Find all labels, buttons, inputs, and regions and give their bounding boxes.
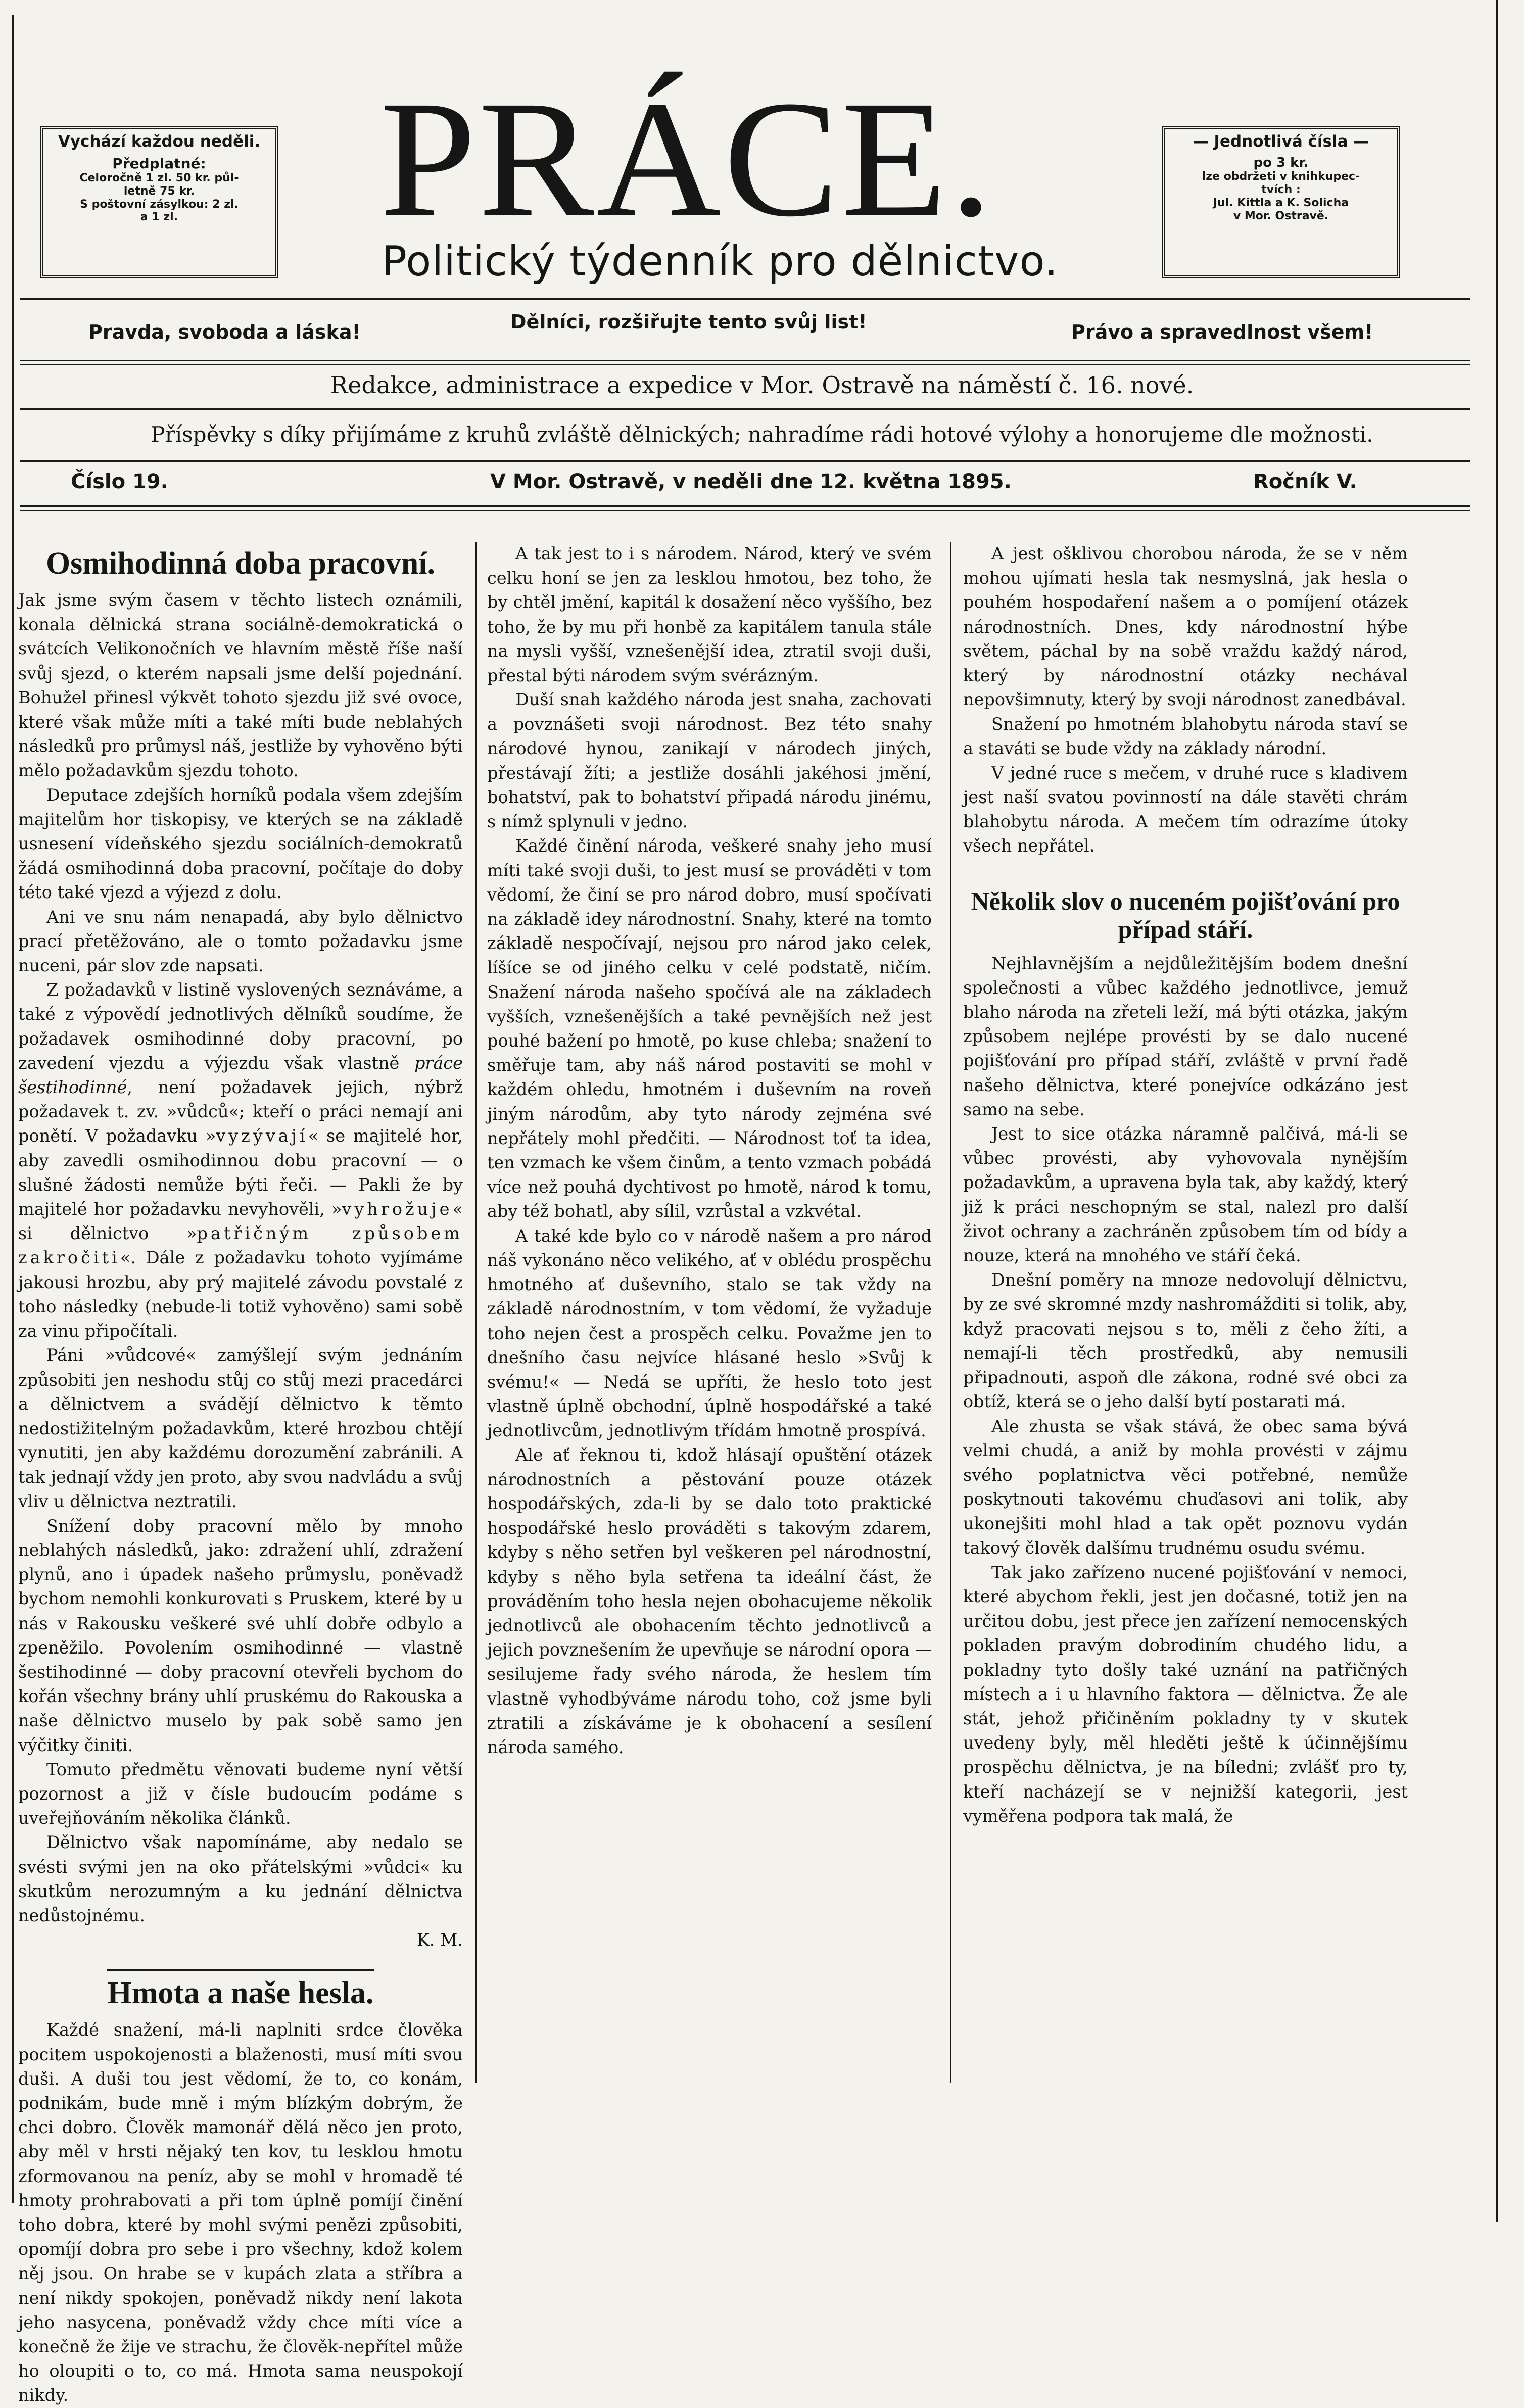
paragraph: A také kde bylo co v národě našem a pro národ náš vykonáno něco velikého, ať v oblédu prospěchu hmotného ať duševního, stalo se tak vždy na základě národnostním, v tom vědomí, že vyžaduje toho nejen čest a prospěch celku. Považme jen to dnešního času nejvíce hlásané heslo »Svůj k svému!« — Nedá se upříti, že heslo toto jest vlastně úplně obchodní, úplně hospodářské a také jednotlivcům, jednotlivým třídám hmotně prospívá. [487, 1225, 932, 1441]
single-copies-line: Jul. Kittla a K. Solicha [1213, 197, 1349, 210]
header-rule [20, 298, 1470, 300]
paragraph: V jedné ruce s mečem, v druhé ruce s kladivem jest naší svatou povinností na dále stavěti chrám blahobytu národa. A mečem tím odrazíme útoky všech nepřátel. [963, 763, 1408, 856]
paragraph: Ale zhusta se však stává, že obec sama bývá velmi chudá, a aniž by mohla provésti v zájmu svého poplatnictva věci potřebné, nemůže poskytnouti takovému chuďasovi ani tolik, aby ukonejšiti mohl hlad a tak opět poznovu vydán takový člověk dalšímu trudnému osudu svému. [963, 1416, 1408, 1558]
paragraph: Duší snah každého národa jest snaha, zachovati a povznášeti svoji národnost. Bez této snahy národové hynou, zanikají v národech jiných, přestávají žíti; a jestliže dosáhli jakéhosi jmění, bohatství, pak to bohatství připadá národu jinému, s nímž splynuli v jedno. [487, 690, 932, 832]
motto-right: Právo a spravedlnost všem! [1071, 321, 1373, 343]
divider [20, 364, 1470, 365]
single-copies-line: lze obdržeti v knihkupec- [1202, 170, 1360, 183]
column-1 [18, 542, 463, 2405]
divider [20, 510, 1470, 511]
single-copies-line: v Mor. Ostravě. [1233, 210, 1329, 223]
column-rule [950, 542, 951, 2083]
paragraph: Snížení doby pracovní mělo by mnoho neblahých následků, jako: zdražení uhlí, zdražení plynů, ano i úpadek našeho průmyslu, poněvadž bychom nemohli konkurovati s Pruskem, které by u nás v Rakousku veškeré své uhlí dobře odbylo a zpeněžilo. Povolením osmihodinné — vlastně šestihodinné — doby pracovní otevřeli bychom do kořán všechny brány uhlí pruskému do Rakouska a naše dělnictvo muselo by pak sobě samo jen výčitky činiti. [18, 1516, 463, 1755]
contributions-line: Příspěvky s díky přijímáme z kruhů zvláště dělnických; nahradíme rádi hotové výlohy a honorujeme dle možnosti. [151, 422, 1373, 447]
spaced-text: vyzývají [216, 1126, 308, 1146]
text-run: « si dělnictvo » [18, 1199, 463, 1244]
masthead-title: PRÁCE. [379, 67, 995, 251]
text-run: Z požadavků v listině vyslovených seznáváme, a také z výpovědí jednotlivých dělníků soudíme, že požadavek osmihodinné doby pracovní, po zavedení vjezdu a výjezdu však vlastně [18, 980, 463, 1073]
single-copies-line: po 3 kr. [1253, 155, 1309, 170]
column-3 [963, 542, 1408, 2093]
article-title: Hmota a naše hesla. [107, 1976, 374, 2011]
emphasis: práce šestihodinné [18, 1053, 463, 1098]
paragraph: A jest ošklivou chorobou národa, že se v něm mohou ujímati hesla tak nesmyslná, jak hesla o pouhém hospodaření našem a o pomíjení otázek národnostních. Dnes, kdy národnostní hýbe světem, páchal by na sobě vraždu každý národ, který by národnostní otázky nechával nepovšimnuty, který by svoji národnost zanedbával. [963, 544, 1408, 710]
paragraph: Jak jsme svým časem v těchto listech oznámili, konala dělnická strana sociálně-demokratická o svátcích Velikonočních ve hlavním městě říše naší svůj sjezd, o kterém napsali jsme delší pojednání. Bohužel přinesl výkvět tohoto sjezdu již své ovoce, které však může míti a také míti bude neblahých následků pro průmysl náš, jestliže by vyhověno býti mělo požadavkům sjezdu tohoto. [18, 590, 463, 781]
divider [20, 505, 1470, 507]
subscription-line: S poštovní zásylkou: 2 zl. [80, 198, 239, 211]
column-2 [487, 542, 932, 2093]
paragraph: Páni »vůdcové« zamýšlejí svým jednáním způsobiti jen neshodu stůj co stůj mezi pracedárci a dělnictvem a svádějí dělnictvo k těmto nedostižitelným požadavkům, které hrozbou chtějí vynutiti, jen aby každému dorozumění zabránili. A tak jednají vždy jen proto, aby svou nadvládu a svůj vliv u dělnictva neztratili. [18, 1345, 463, 1512]
paragraph: Ani ve snu nám nenapadá, aby bylo dělnictvo prací přetěžováno, ale o tomto požadavku jsme nuceni, pár slov zde napsati. [18, 907, 463, 976]
paragraph: A tak jest to i s národem. Národ, který ve svém celku honí se jen za lesklou hmotou, bez toho, že by chtěl jmění, kapitál k dosažení něco vyššího, bez toho, že by mu při honbě za kapitálem tanula stále na mysli vyšší, vznešenější idea, ztratil svoji duši, přestal býti národem svým svérázným. [487, 544, 932, 686]
single-copies-box [1162, 126, 1400, 278]
column-rule [475, 542, 477, 2083]
right-margin-rule [1496, 0, 1498, 2222]
single-copies-heading: — Jednotlivá čísla — [1193, 132, 1369, 151]
motto-left: Pravda, svoboda a láska! [88, 321, 361, 343]
paragraph: Každé činění národa, veškeré snahy jeho musí míti také svoji duši, to jest musí se prováděti v tom vědomí, že činí se pro národ dobro, musí spočívati na základě idey národnostní. Snahy, které na tomto základě nespočívají, nejsou pro národ jako celek, líšíce se od jiného celku v celé podstatě, ničím. Snažení národa našeho spočívá ale na základech vyšších, vznešenějších a také pevnějších než jest pouhé bažení po hmotě, po kuse chleba; snažení to směřuje tam, aby náš národ postaviti se mohl v každém ohledu, hmotném i duševním na roveň jiným národům, aby tyto národy zejména své nepřátely mohl předčiti. — Národnost toť ta idea, ten vzmach ke všem činům, a tento vzmach pobádá více než pouhá dychtivost po hmotě, národ k tomu, aby též bohatl, aby sílil, vzrůstal a vzkvétal. [487, 836, 932, 1221]
subscription-heading: Vychází každou neděli. [58, 132, 261, 151]
paragraph: Snažení po hmotném blahobytu národa staví se a staváti se bude vždy na základy národní. [963, 714, 1408, 759]
article-title: Několik slov o nuceném pojišťování pro případ stáří. [971, 886, 1400, 943]
subscription-box [40, 126, 278, 278]
paragraph: Tomuto předmětu věnovati budeme nyní větší pozornost a již v čísle budoucím podáme s uveřejňováním několika článků. [18, 1759, 463, 1828]
text-run: , není požadavek jejich, nýbrž požadavek t. zv. »vůdců«; kteří o práci nemají ani ponětí. V požadavku » [18, 1077, 463, 1146]
address-line: Redakce, administrace a expedice v Mor. Ostravě na náměstí č. 16. nové. [330, 371, 1194, 399]
subscription-line: a 1 zl. [140, 211, 178, 224]
masthead-subtitle: Politický týdenník pro dělnictvo. [382, 238, 1059, 286]
spaced-text: vyhrožuje [342, 1199, 453, 1219]
text-run: «. Dále z požadavku tohoto vyjímáme jakousi hrozbu, aby prý majitelé závodu povstalé z toho následky (nebude-li totiž vyhověno) sami sobě za vinu připočítali. [18, 1248, 463, 1341]
paragraph: Dělnictvo však napomínáme, aby nedalo se svésti svými jen na oko přátelskými »vůdci« ku skutkům nerozumným a ku jednání dělnictva nedůstojnému. [18, 1832, 463, 1925]
single-copies-line: tvích : [1261, 183, 1301, 197]
paragraph [18, 978, 463, 1343]
issue-volume: Ročník V. [1253, 470, 1357, 493]
divider [20, 408, 1470, 410]
paragraph: Jest to sice otázka náramně palčivá, má-li se vůbec provésti, aby vyhovovala nynějším požadavkům, a upravena byla tak, aby každý, který již k práci neschopným se stal, nalezl pro další život ochrany a zachráněn způsobem tím od bídy a nouze, která na mnohého ve stáří čeká. [963, 1124, 1408, 1266]
paragraph: Dnešní poměry na mnoze nedovolují dělnictvu, by ze své skromné mzdy nashromážditi si tolik, aby, když pracovati nejsou s to, měli z čeho žíti, a nemají-li těch prostředků, aby nemusili připadnouti, aspoň dle zákona, rodné své obci za obtíž, která se o jeho další bytí postarati má. [963, 1270, 1408, 1412]
left-margin-rule [12, 15, 14, 2203]
subscription-line: letně 75 kr. [123, 184, 195, 198]
article-title: Osmihodinná doba pracovní. [45, 546, 436, 581]
paragraph: Tak jako zařízeno nucené pojišťování v nemoci, které abychom řekli, jest jen dočasné, totiž jen na určitou dobu, jest přece jen zařízení nemocenských pokladen pravým dobrodiním chudého lidu, a pokladny tyto došly také uznání na patřičných místech a i u hlavního faktora — dělnictva. Že ale stát, jehož přičiněním pokladny ty v skutek uvedeny byly, měl hleděti ještě k účinnějšímu prospěchu dělnictva, je na bíledni; zvlášť pro ty, kteří nacházejí se v nejnižší kategorii, jest vyměřena podpora tak malá, že [963, 1562, 1408, 1826]
paragraph: Ale ať řeknou ti, kdož hlásají opuštění otázek národnostních a pěstování pouze otázek hospodářských, zda-li by se dalo toto praktické hospodářské heslo prováděti s takovým zdarem, kdyby s něho setřen byl veškeren pel národnostní, kdyby s něho byla setřena ta ideální část, že prováděním toho hesla nejen obohacujeme několik jednotlivců ale obohacením těchto jednotlivců a jejich povznešením že upevňuje se národní opora — sesilujeme řady svého národa, že heslem tím vlastně vyhodbýváme národu toho, což jsme byli ztratili a získáváme je k obohacení a sesílení národa samého. [487, 1445, 932, 1757]
paragraph: Deputace zdejších horníků podala všem zdejším majitelům hor tiskopisy, ve kterých se na základě usnesení vídeňského sjezdu sociálních-demokratů žádá osmihodinná doba pracovní, počítaje do doby této také vjezd a výjezd z dolu. [18, 785, 463, 903]
issue-place-date: V Mor. Ostravě, v neděli dne 12. května 1895. [490, 470, 1012, 493]
subscription-line: Předplatné: [112, 155, 206, 172]
motto-center: Dělníci, rozšiřujte tento svůj list! [510, 311, 867, 333]
article-separator [107, 1969, 374, 1971]
signature: K. M. [416, 1930, 463, 1950]
subscription-line: Celoročně 1 zl. 50 kr. půl- [79, 171, 239, 184]
divider [20, 460, 1470, 462]
issue-number: Číslo 19. [71, 470, 168, 493]
divider [20, 360, 1470, 361]
text-run: « se majitelé hor, aby zavedli osmihodinnou dobu pracovní — o slušné žádosti nemůže býti řeči. — Pakli že by majitelé hor požadavku nevyhověli, » [18, 1126, 463, 1219]
spaced-text: patřičným způsobem zakročiti [18, 1223, 463, 1268]
paragraph: Každé snažení, má-li naplniti srdce člověka pocitem uspokojenosti a blaženosti, musí míti svou duši. A duši tou jest vědomí, že to, co konám, podnikám, bude mně i mým blízkým dobrým, že chci dobro. Člověk mamonář dělá něco jen proto, aby měl v hrsti nějaký ten kov, tu lesklou hmotu zformovanou na peníz, aby se mohl v hromadě té hmoty prohrabovati a při tom úplně pomíjí činění toho dobra, které by mohl svými penězi způsobiti, opomíjí dobra pro sebe i pro všechny, kdož kolem něj jsou. On hrabe se v kupách zlata a stříbra a není nikdy spokojen, poněvadž nikdy není lakota jeho nasycena, poněvadž vždy chce míti více a konečně že žije ve strachu, že člověk-nepřítel může ho oloupiti o to, co má. Hmota sama neuspokojí nikdy. [18, 2020, 463, 2405]
paragraph: Nejhlavnějším a nejdůležitějším bodem dnešní společnosti a vůbec každého jednotlivce, jemuž blaho národa na zřeteli leží, má býti otázka, jakým způsobem nejlépe provésti by se dalo nucené pojišťování pro případ stáří, zvláště v první řadě našeho dělnictva, které ponejvíce odkázáno jest samo na sebe. [963, 953, 1408, 1119]
